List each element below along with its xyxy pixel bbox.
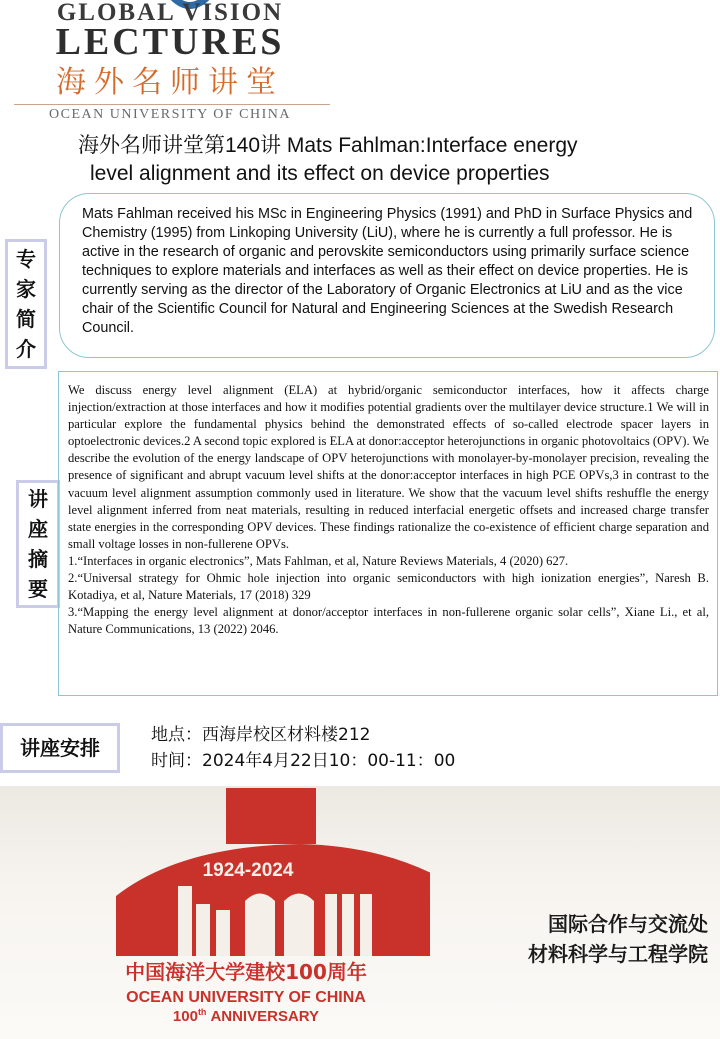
emblem-en-title: OCEAN UNIVERSITY OF CHINA	[126, 989, 366, 1006]
anniversary-banner	[0, 786, 720, 1039]
lecture-title-line-2: level alignment and its effect on device properties	[90, 162, 550, 185]
reference-2: 2.“Universal strategy for Ohmic hole injection into organic semiconductors with high ionization energies”, Naresh B. Kotadiya, et al, Nature Materials, 17 (2018) 329	[68, 571, 709, 603]
schedule-label: 讲座安排	[0, 723, 120, 773]
reference-3: 3.“Mapping the energy level alignment at donor/acceptor interfaces in non-fullerene organic solar cells”, Xiane Li., et al, Nature Communications, 13 (2022) 2046.	[68, 605, 709, 637]
logo-lectures: LECTURES	[55, 21, 285, 63]
label-char: 摘	[28, 547, 48, 571]
label-char: 专	[16, 247, 36, 271]
lecture-location: 地点：西海岸校区材料楼212	[151, 725, 371, 745]
label-char: 家	[16, 277, 36, 301]
logo-global-vision: GLOBAL VISION	[56, 0, 284, 26]
abstract-label	[16, 480, 60, 608]
reference-1: 1.“Interfaces in organic electronics”, Mats Fahlman, et al, Nature Reviews Materials, 4 (2020) 627.	[68, 553, 569, 568]
emblem-anniversary	[173, 1007, 319, 1025]
organizer-international-office: 国际合作与交流处	[548, 912, 708, 936]
label-char: 介	[16, 337, 36, 361]
abstract-body: We discuss energy level alignment (ELA) at hybrid/organic semiconductor interfaces, how it affects charge injection/extraction at those interfaces and how it modifies potential gradients over the multilayer device structure.1 We will in particular explore the fundamental physics behind the demonstrated effects of so-called electrode spacer layers in optoelectronic devices.2 A second topic explored is ELA at donor:acceptor heterojunctions in organic photovoltaics (OPV). We describe the evolution of the energy landscape of OPV heterojunctions with monolayer-by-monolayer precision, revealing the presence of significant and abrupt vacuum level shifts at the donor:acceptor interfaces in high PCE OPVs,3 in contrast to the vacuum level alignment assumption commonly used in literature. We show that the vacuum level shifts reshuffle the energy level alignment inferred from neat materials, resulting in reduced interfacial energetic offsets and increased charge transfer state energies in the corresponding OPV devices. These findings rationalize the co-existence of efficient charge separation and small voltage losses in non-fullerene OPVs.	[68, 383, 709, 551]
ouc-100th-anniversary-emblem	[70, 786, 430, 1039]
lecture-time: 时间：2024年4月22日10：00-11：00	[151, 751, 456, 771]
global-vision-lectures-logo	[0, 0, 340, 128]
label-char: 座	[28, 517, 48, 541]
logo-university: OCEAN UNIVERSITY OF CHINA	[49, 107, 291, 122]
anniv-word: ANNIVERSARY	[210, 1008, 320, 1025]
logo-chinese-name: 海外名师讲堂	[56, 65, 284, 100]
label-char: 讲	[28, 487, 48, 511]
speaker-bio-text: Mats Fahlman received his MSc in Engineering Physics (1991) and PhD in Surface Physics and Chemistry (1995) from Linkoping University (LiU), where he is currently a full professor. He is active in the research of organic and perovskite semiconductors using primarily surface science techniques to explore materials and interfaces as well as their effect on device properties. He is currently serving as the director of the Laboratory of Organic Electronics at LiU and as the vice chair of the Scientific Council for Natural and Engineering Sciences at the Swedish Research Council.	[82, 206, 693, 336]
logo-divider	[14, 104, 330, 105]
speaker-bio-box	[59, 193, 715, 358]
emblem-years: 1924-2024	[202, 860, 294, 881]
anniv-superscript: th	[197, 1007, 207, 1017]
lecture-title-line-1: 海外名师讲堂第140讲 Mats Fahlman:Interface energy	[78, 134, 578, 157]
label-char: 简	[16, 307, 36, 331]
anniv-number: 100	[172, 1008, 198, 1025]
label-char: 要	[28, 577, 48, 601]
emblem-cn-title: 中国海洋大学建校100周年	[125, 960, 367, 984]
speaker-intro-label	[5, 239, 47, 369]
abstract-box	[58, 371, 718, 696]
organizer-materials-school: 材料科学与工程学院	[528, 942, 708, 966]
